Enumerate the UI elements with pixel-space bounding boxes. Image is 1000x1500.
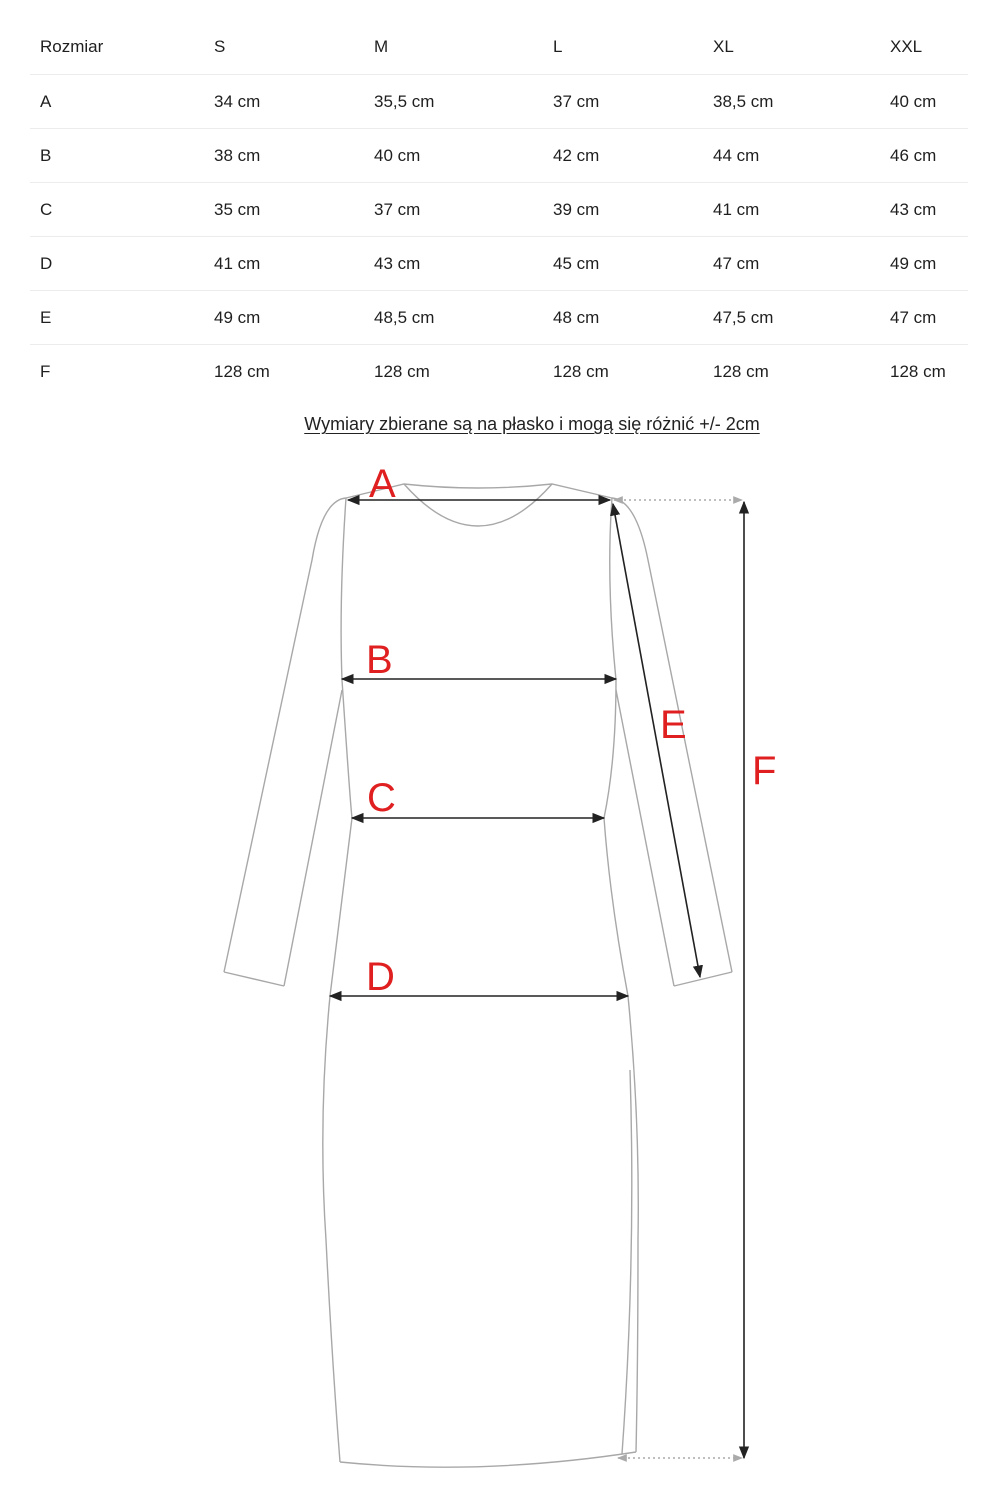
length-guides	[614, 500, 742, 1458]
table-cell: 42 cm	[543, 129, 703, 183]
table-row	[30, 237, 968, 291]
table-cell: 44 cm	[703, 129, 880, 183]
table-row	[30, 345, 968, 399]
table-cell: 128 cm	[890, 361, 946, 381]
table-cell: 46 cm	[880, 129, 968, 183]
table-cell: 37 cm	[364, 183, 543, 237]
label-d: D	[366, 955, 395, 999]
table-cell: 43 cm	[880, 183, 968, 237]
table-cell: 128 cm	[214, 361, 270, 381]
row-label-cell: B	[30, 129, 204, 183]
label-c: C	[367, 776, 396, 820]
label-f: F	[752, 749, 777, 793]
size-table	[30, 20, 968, 398]
table-cell: 35 cm	[204, 183, 364, 237]
row-label-cell: A	[30, 75, 204, 129]
table-row	[30, 129, 968, 183]
header-cell-xxl: XXL	[880, 20, 968, 75]
row-label-cell: E	[30, 291, 204, 345]
label-b: B	[366, 638, 393, 682]
header-cell-l: L	[543, 20, 703, 75]
table-cell: 128 cm	[553, 361, 609, 381]
table-row	[30, 75, 968, 129]
table-cell: 41 cm	[204, 237, 364, 291]
table-cell: 128 cm	[713, 361, 769, 381]
header-cell-size: Rozmiar	[30, 20, 204, 75]
table-cell: 43 cm	[364, 237, 543, 291]
table-cell: 34 cm	[204, 75, 364, 129]
table-cell: 47 cm	[703, 237, 880, 291]
row-label-cell: D	[30, 237, 204, 291]
table-cell: 49 cm	[880, 237, 968, 291]
table-cell: 39 cm	[543, 183, 703, 237]
table-cell: 41 cm	[703, 183, 880, 237]
table-cell: 38 cm	[204, 129, 364, 183]
row-label-cell: F	[40, 361, 51, 381]
header-cell-s: S	[204, 20, 364, 75]
size-table-header-row	[30, 20, 968, 75]
table-row	[30, 183, 968, 237]
table-cell: 40 cm	[364, 129, 543, 183]
table-cell: 37 cm	[543, 75, 703, 129]
header-cell-xl: XL	[703, 20, 880, 75]
table-cell: 40 cm	[880, 75, 968, 129]
table-cell: 48 cm	[543, 291, 703, 345]
dress-measurement-diagram	[0, 440, 1000, 1500]
table-row	[30, 291, 968, 345]
header-cell-m: M	[364, 20, 543, 75]
table-cell: 38,5 cm	[703, 75, 880, 129]
label-a: A	[369, 462, 396, 506]
table-cell: 47 cm	[880, 291, 968, 345]
table-cell: 35,5 cm	[364, 75, 543, 129]
table-cell: 49 cm	[204, 291, 364, 345]
table-cell: 128 cm	[374, 361, 430, 381]
table-cell: 47,5 cm	[703, 291, 880, 345]
row-label-cell: C	[30, 183, 204, 237]
measurement-note: Wymiary zbierane są na płasko i mogą się różnić +/- 2cm	[304, 414, 760, 434]
table-cell: 48,5 cm	[364, 291, 543, 345]
long-sleeve-dress-icon	[224, 484, 732, 1467]
label-e: E	[660, 703, 687, 747]
table-cell: 45 cm	[543, 237, 703, 291]
